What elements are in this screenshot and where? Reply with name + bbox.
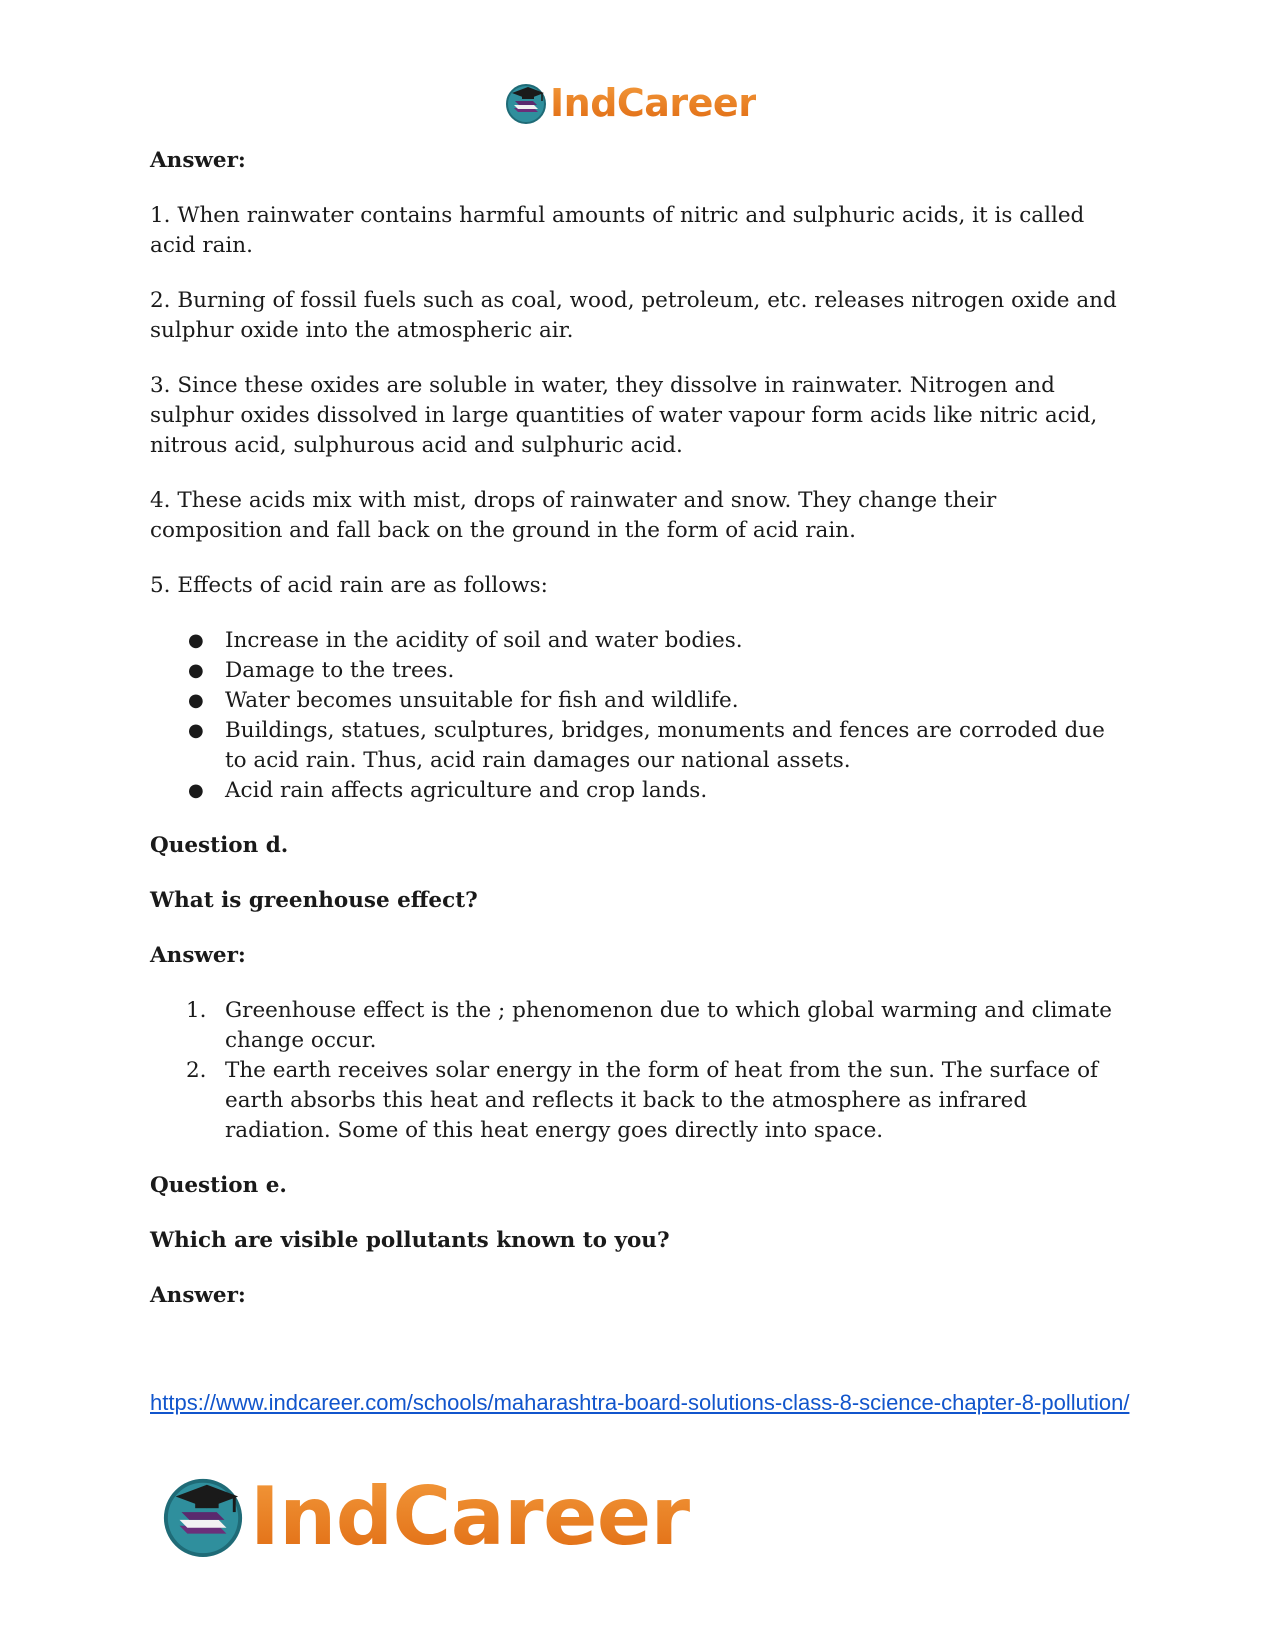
list-item-text: Acid rain affects agriculture and crop lands. <box>225 778 708 803</box>
list-item-text: Buildings, statues, sculptures, bridges, monuments and fences are corroded due to acid rain. Thus, acid rain damages our national assets. <box>225 718 1105 773</box>
main-content <box>150 146 1130 1336</box>
answer-heading: Answer: <box>150 148 246 173</box>
bullet-icon: ● <box>188 630 204 651</box>
graduation-cap-book-globe-icon <box>504 81 548 125</box>
question-text: Which are visible pollutants known to you? <box>150 1228 670 1253</box>
footer-logo <box>160 1468 690 1564</box>
list-item <box>150 716 1130 776</box>
graduation-cap-book-globe-icon <box>160 1473 246 1559</box>
question-label: Question d. <box>150 833 289 858</box>
list-item <box>150 626 1130 656</box>
answer-paragraph: 5. Effects of acid rain are as follows: <box>150 573 548 598</box>
answer-paragraph: 3. Since these oxides are soluble in water, they dissolve in rainwater. Nitrogen and sulphur oxides dissolved in large quantities of water vapour form acids like nitric acid, nitrous acid, sulphurous acid and sulphuric acid. <box>150 373 1098 458</box>
question-label: Question e. <box>150 1173 287 1198</box>
answer-heading: Answer: <box>150 1283 246 1308</box>
bullet-icon: ● <box>188 660 204 681</box>
answer-paragraph: 4. These acids mix with mist, drops of rainwater and snow. They change their composition and fall back on the ground in the form of acid rain. <box>150 488 997 543</box>
list-number: 1. <box>186 998 207 1023</box>
list-item <box>150 1056 1130 1146</box>
greenhouse-effect-list <box>150 996 1130 1146</box>
list-item-text: The earth receives solar energy in the form of heat from the sun. The surface of earth absorbs this heat and reflects it back to the atmosphere as infrared radiation. Some of this heat energy goes directly into space. <box>225 1058 1098 1143</box>
bullet-icon: ● <box>188 690 204 711</box>
list-item <box>150 686 1130 716</box>
header-logo-text: IndCareer <box>550 81 757 125</box>
bullet-icon: ● <box>188 720 204 741</box>
footer-logo-text: IndCareer <box>250 1469 690 1563</box>
acid-rain-effects-list <box>150 626 1130 806</box>
list-item-text: Greenhouse effect is the ; phenomenon due to which global warming and climate change occur. <box>225 998 1112 1053</box>
answer-paragraph: 1. When rainwater contains harmful amounts of nitric and sulphuric acids, it is called acid rain. <box>150 203 1085 258</box>
list-item-text: Increase in the acidity of soil and water bodies. <box>225 628 743 653</box>
list-item-text: Damage to the trees. <box>225 658 455 683</box>
answer-paragraph: 2. Burning of fossil fuels such as coal, wood, petroleum, etc. releases nitrogen oxide and sulphur oxide into the atmospheric air. <box>150 288 1117 343</box>
answer-heading: Answer: <box>150 943 246 968</box>
list-item <box>150 776 1130 806</box>
question-text: What is greenhouse effect? <box>150 888 478 913</box>
list-number: 2. <box>186 1058 207 1083</box>
list-item <box>150 996 1130 1056</box>
list-item <box>150 656 1130 686</box>
header-logo <box>504 80 756 126</box>
list-item-text: Water becomes unsuitable for fish and wildlife. <box>225 688 739 713</box>
bullet-icon: ● <box>188 780 204 801</box>
source-url-link[interactable]: https://www.indcareer.com/schools/maharashtra-board-solutions-class-8-science-chapter-8-pollution/ <box>150 1390 1130 1415</box>
